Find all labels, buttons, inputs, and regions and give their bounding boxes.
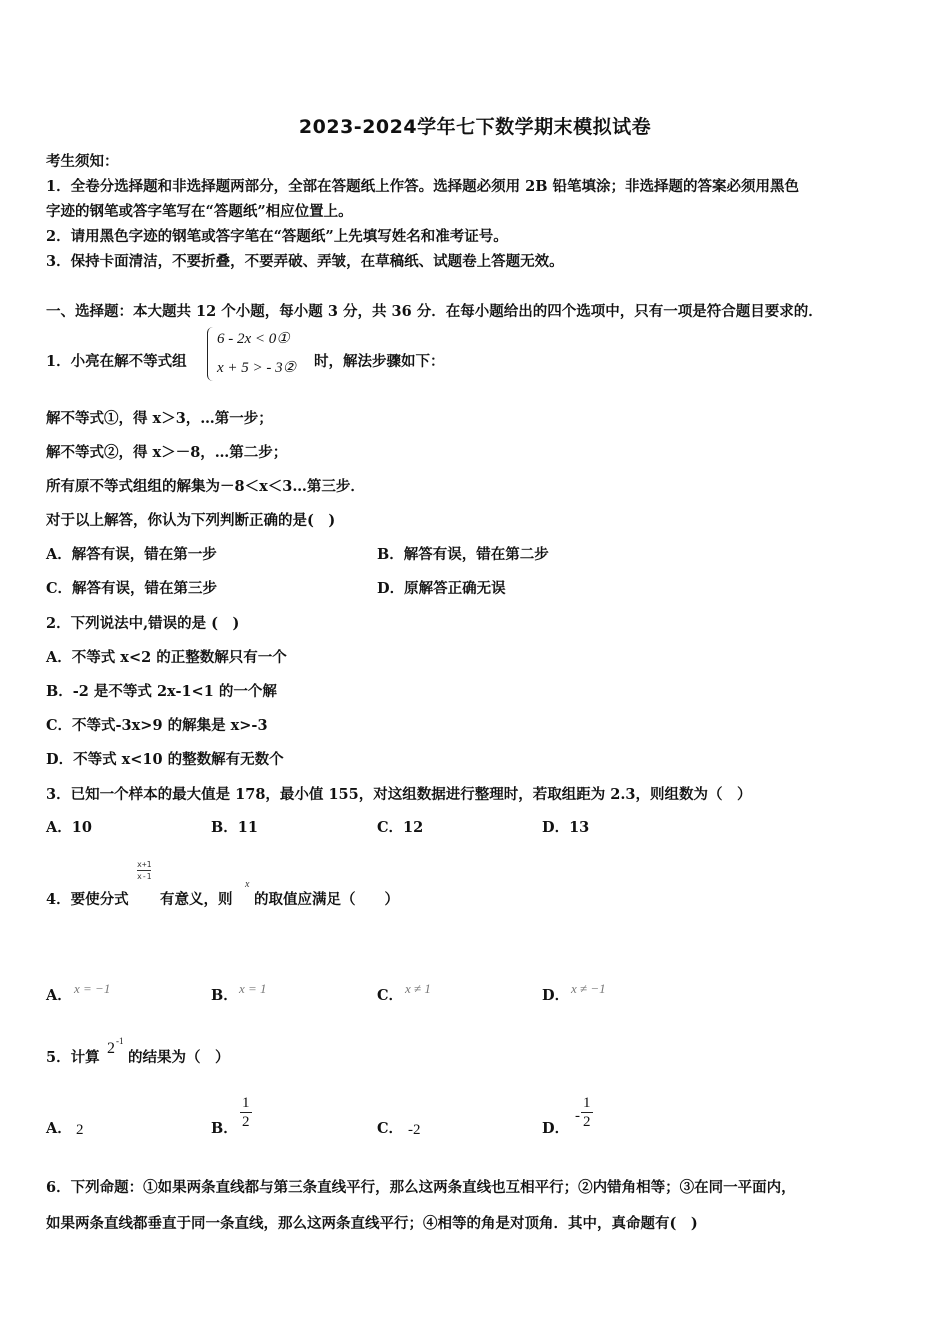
q6-line-1: 6．下列命题：①如果两条直线都与第三条直线平行，那么这两条直线也互相平行；②内错角相等；③在同一平面内， — [46, 1179, 796, 1196]
q3-option-a: A．10 — [46, 819, 92, 836]
q4-fraction-numerator: x+1 — [137, 860, 152, 869]
q4-option-c-label: C． — [377, 987, 404, 1004]
q4-option-b-math: x = 1 — [239, 981, 267, 996]
q1-step-1: 解不等式①，得 x＞3，…第一步； — [46, 410, 273, 427]
q1-step-2: 解不等式②，得 x＞－8，…第二步； — [46, 444, 288, 461]
q1-option-a: A．解答有误，错在第一步 — [46, 546, 217, 563]
q4-variable: x — [245, 879, 250, 890]
q5-option-b-label: B． — [211, 1120, 238, 1137]
q5-option-b-denominator: 2 — [242, 1114, 250, 1130]
notice-item-3: 3．保持卡面清洁，不要折叠，不要弄破、弄皱，在草稿纸、试题卷上答题无效。 — [46, 253, 564, 270]
system-brace — [207, 327, 216, 381]
notice-item-1-line-1: 1．全卷分选择题和非选择题两部分，全部在答题纸上作答。选择题必须用 2B 铅笔填涂；非选择题的答案必须用黑色 — [46, 178, 800, 195]
q5-option-a-label: A． — [46, 1120, 72, 1137]
q3-option-b: B．11 — [211, 819, 258, 836]
notice-item-2: 2．请用黑色字迹的钢笔或答字笔在“答题纸”上先填写姓名和准考证号。 — [46, 228, 508, 245]
q4-stem-before: 4．要使分式 — [46, 891, 129, 908]
section-heading: 一、选择题：本大题共 12 个小题，每小题 3 分，共 36 分．在每小题给出的四个选项中，只有一项是符合题目要求的． — [46, 303, 823, 320]
q2-option-d: D．不等式 x<10 的整数解有无数个 — [46, 751, 284, 768]
q1-system-line-2: x + 5 > - 3② — [217, 360, 297, 376]
q6-line-2: 如果两条直线都垂直于同一条直线，那么这两条直线平行；④相等的角是对顶角．其中，真命题有( ) — [46, 1215, 698, 1232]
q4-option-a-label: A． — [46, 987, 72, 1004]
notice-item-1-line-2: 字迹的钢笔或答字笔写在“答题纸”相应位置上。 — [46, 203, 353, 220]
q5-option-d-numerator: 1 — [583, 1095, 591, 1111]
notice-heading: 考生须知： — [46, 153, 119, 170]
q1-option-d: D．原解答正确无误 — [377, 580, 506, 597]
q2-option-c: C．不等式-3x>9 的解集是 x>-3 — [46, 717, 268, 734]
q3-option-d: D．13 — [542, 819, 590, 836]
q4-fraction — [137, 860, 151, 883]
q5-option-b-fraction — [240, 1094, 252, 1131]
q5-stem-before: 5．计算 — [46, 1049, 100, 1066]
q1-option-b: B．解答有误，错在第二步 — [377, 546, 549, 563]
q3-option-c: C．12 — [377, 819, 424, 836]
q2-option-b: B．-2 是不等式 2x-1<1 的一个解 — [46, 683, 277, 700]
q5-option-d-sign: - — [575, 1108, 580, 1124]
q5-option-c-value: -2 — [408, 1122, 421, 1138]
q4-option-b-label: B． — [211, 987, 238, 1004]
q4-fraction-denominator: x-1 — [137, 872, 152, 881]
q5-exponent: -1 — [116, 1036, 124, 1046]
q1-system-line-1: 6 - 2x < 0① — [217, 331, 290, 347]
q1-question: 对于以上解答，你认为下列判断正确的是( ) — [46, 512, 336, 529]
q4-option-c-math: x ≠ 1 — [405, 981, 431, 996]
q1-step-3: 所有原不等式组组的解集为－8＜x＜3…第三步． — [46, 478, 365, 495]
q1-stem-after: 时，解法步骤如下： — [314, 353, 445, 370]
q1-option-c: C．解答有误，错在第三步 — [46, 580, 218, 597]
q5-base: 2 — [107, 1040, 115, 1057]
q4-stem-mid: 有意义，则 — [160, 891, 233, 908]
page-title: 2023-2024学年七下数学期末模拟试卷 — [298, 116, 652, 138]
q5-option-a-value: 2 — [76, 1122, 84, 1138]
q5-option-d-label: D． — [542, 1120, 570, 1137]
q4-option-a-math: x = −1 — [74, 981, 111, 996]
q5-option-d-denominator: 2 — [583, 1114, 591, 1130]
q4-option-d-math: x ≠ −1 — [571, 981, 606, 996]
q5-option-b-numerator: 1 — [242, 1095, 250, 1111]
q3-stem: 3．已知一个样本的最大值是 178，最小值 155，对这组数据进行整理时，若取组距为 2.3，则组数为（ ） — [46, 786, 752, 803]
q1-stem-before: 1．小亮在解不等式组 — [46, 353, 187, 370]
q2-option-a: A．不等式 x<2 的正整数解只有一个 — [46, 649, 287, 666]
q5-stem-after: 的结果为（ ） — [128, 1049, 230, 1066]
q2-stem: 2．下列说法中,错误的是 ( ) — [46, 615, 240, 632]
q5-option-c-label: C． — [377, 1120, 404, 1137]
q5-option-d-fraction — [581, 1094, 593, 1131]
q4-option-d-label: D． — [542, 987, 570, 1004]
q4-stem-after: 的取值应满足（ ） — [254, 891, 399, 908]
